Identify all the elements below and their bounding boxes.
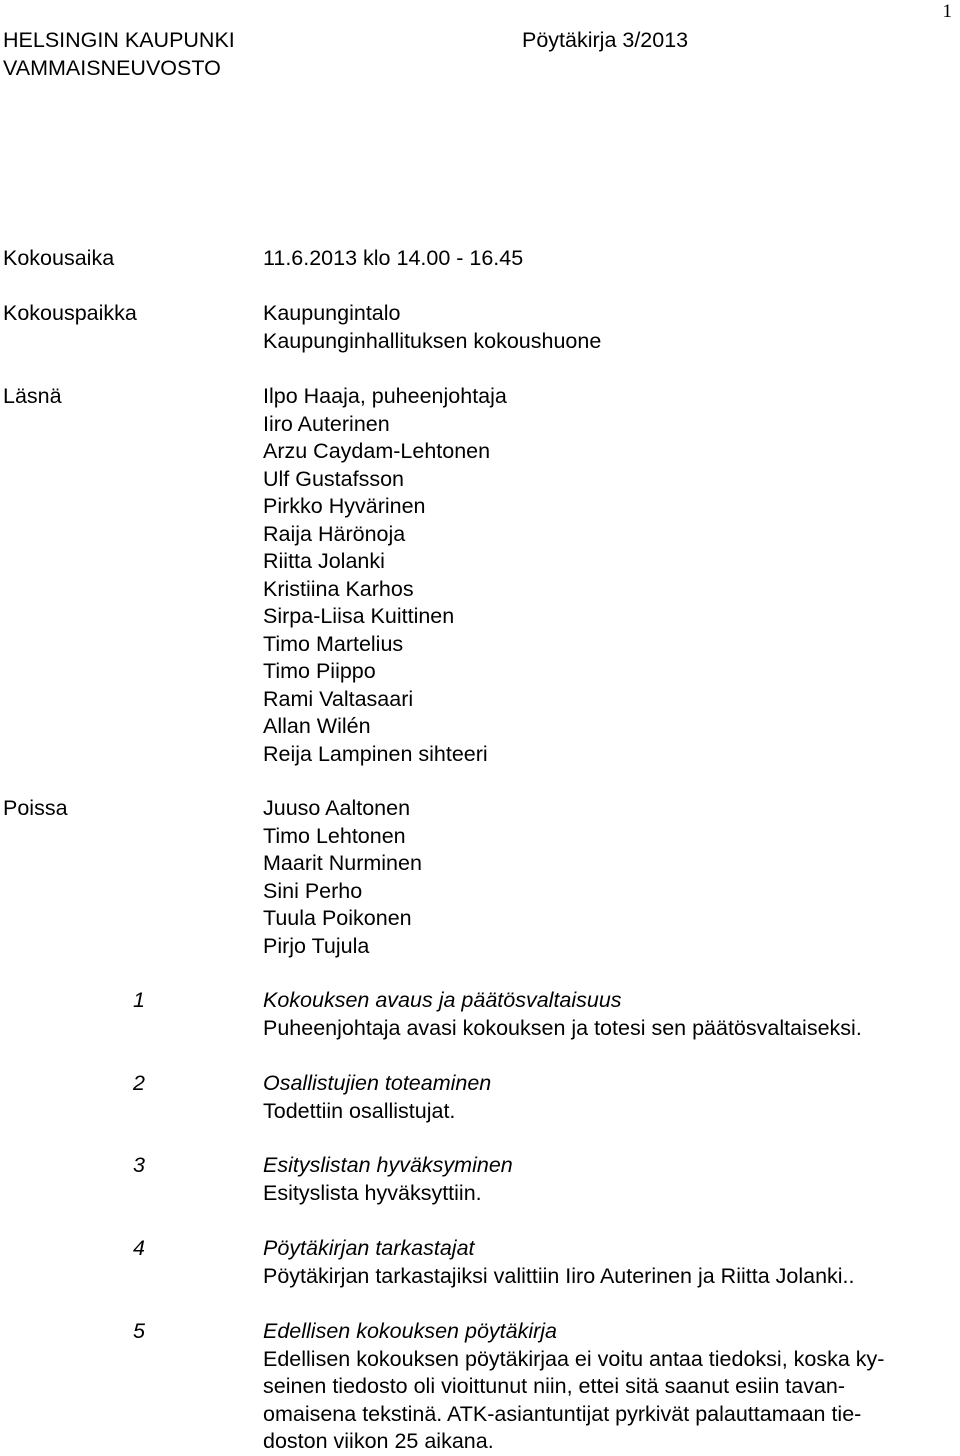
document-title: Pöytäkirja 3/2013 xyxy=(522,28,689,52)
agenda-item-title: Osallistujien toteaminen xyxy=(263,1071,492,1095)
absent-label: Poissa xyxy=(3,796,68,820)
agenda-item-text: Pöytäkirjan tarkastajiksi valittiin Iiro Auterinen ja Riitta Jolanki.. xyxy=(263,1263,855,1288)
agenda-item-title: Kokouksen avaus ja päätösvaltaisuus xyxy=(263,988,622,1012)
agenda-item-text: Todettiin osallistujat. xyxy=(263,1098,456,1123)
agenda-item-text: Edellisen kokouksen pöytäkirjaa ei voitu antaa tiedoksi, koska ky- xyxy=(263,1346,885,1371)
absent-member: Pirjo Tujula xyxy=(263,933,370,958)
org-name-line1: HELSINGIN KAUPUNKI xyxy=(3,28,235,52)
agenda-item-text: Puheenjohtaja avasi kokouksen ja totesi sen päätösvaltaiseksi. xyxy=(263,1015,862,1040)
agenda-item-text: seinen tiedosto oli vioittunut niin, ettei sitä saanut esiin tavan- xyxy=(263,1374,846,1398)
agenda-item-title: Pöytäkirjan tarkastajat xyxy=(263,1236,475,1260)
present-member: Kristiina Karhos xyxy=(263,576,414,601)
absent-member: Tuula Poikonen xyxy=(263,906,412,930)
present-member: Allan Wilén xyxy=(263,714,371,738)
present-member: Iiro Auterinen xyxy=(263,411,390,436)
agenda-item-title: Esityslistan hyväksyminen xyxy=(263,1153,513,1177)
present-label: Läsnä xyxy=(3,384,62,408)
absent-member: Timo Lehtonen xyxy=(263,823,406,848)
meeting-time-label: Kokousaika xyxy=(3,246,115,270)
present-member: Arzu Caydam-Lehtonen xyxy=(263,439,491,463)
agenda-item xyxy=(263,1070,491,1125)
agenda-item-text: omaisena tekstinä. ATK-asiantuntijat pyrkivät palauttamaan tie- xyxy=(263,1401,862,1426)
present-member: Riitta Jolanki xyxy=(263,549,385,573)
present-member: Pirkko Hyvärinen xyxy=(263,494,426,518)
present-member: Reija Lampinen sihteeri xyxy=(263,741,488,766)
agenda-item-number: 2 xyxy=(133,1071,145,1095)
absent-member: Juuso Aaltonen xyxy=(263,796,411,820)
agenda-item-title: Edellisen kokouksen pöytäkirja xyxy=(263,1319,557,1343)
agenda-item-number: 1 xyxy=(133,988,145,1012)
agenda-item-number: 4 xyxy=(133,1236,145,1260)
agenda-item-number: 5 xyxy=(133,1319,145,1343)
org-name-line2: VAMMAISNEUVOSTO xyxy=(3,56,221,80)
meeting-time-value: 11.6.2013 klo 14.00 - 16.45 xyxy=(263,246,524,270)
present-member: Timo Martelius xyxy=(263,631,404,656)
agenda-item-text: Esityslista hyväksyttiin. xyxy=(263,1180,482,1205)
present-member: Rami Valtasaari xyxy=(263,686,414,711)
absent-member: Maarit Nurminen xyxy=(263,851,422,875)
agenda-item-number: 3 xyxy=(133,1153,145,1177)
agenda-item xyxy=(263,987,862,1042)
agenda-item xyxy=(263,1318,884,1456)
absent-member: Sini Perho xyxy=(263,878,363,903)
agenda-item-text: doston viikon 25 aikana. xyxy=(263,1429,494,1453)
present-member: Ilpo Haaja, puheenjohtaja xyxy=(263,384,507,408)
present-member: Ulf Gustafsson xyxy=(263,466,404,491)
meeting-place-line: Kaupunginhallituksen kokoushuone xyxy=(263,328,602,353)
agenda-item xyxy=(263,1152,513,1207)
present-member: Timo Piippo xyxy=(263,659,376,683)
meeting-place-line: Kaupungintalo xyxy=(263,301,401,325)
meeting-place-label: Kokouspaikka xyxy=(3,301,137,325)
present-member: Raija Härönoja xyxy=(263,521,406,546)
page-number: 1 xyxy=(942,1,952,22)
agenda-item xyxy=(263,1235,855,1290)
absent-list xyxy=(263,795,422,960)
meeting-place-block xyxy=(263,300,601,355)
present-member: Sirpa-Liisa Kuittinen xyxy=(263,604,455,628)
present-list xyxy=(263,383,507,768)
